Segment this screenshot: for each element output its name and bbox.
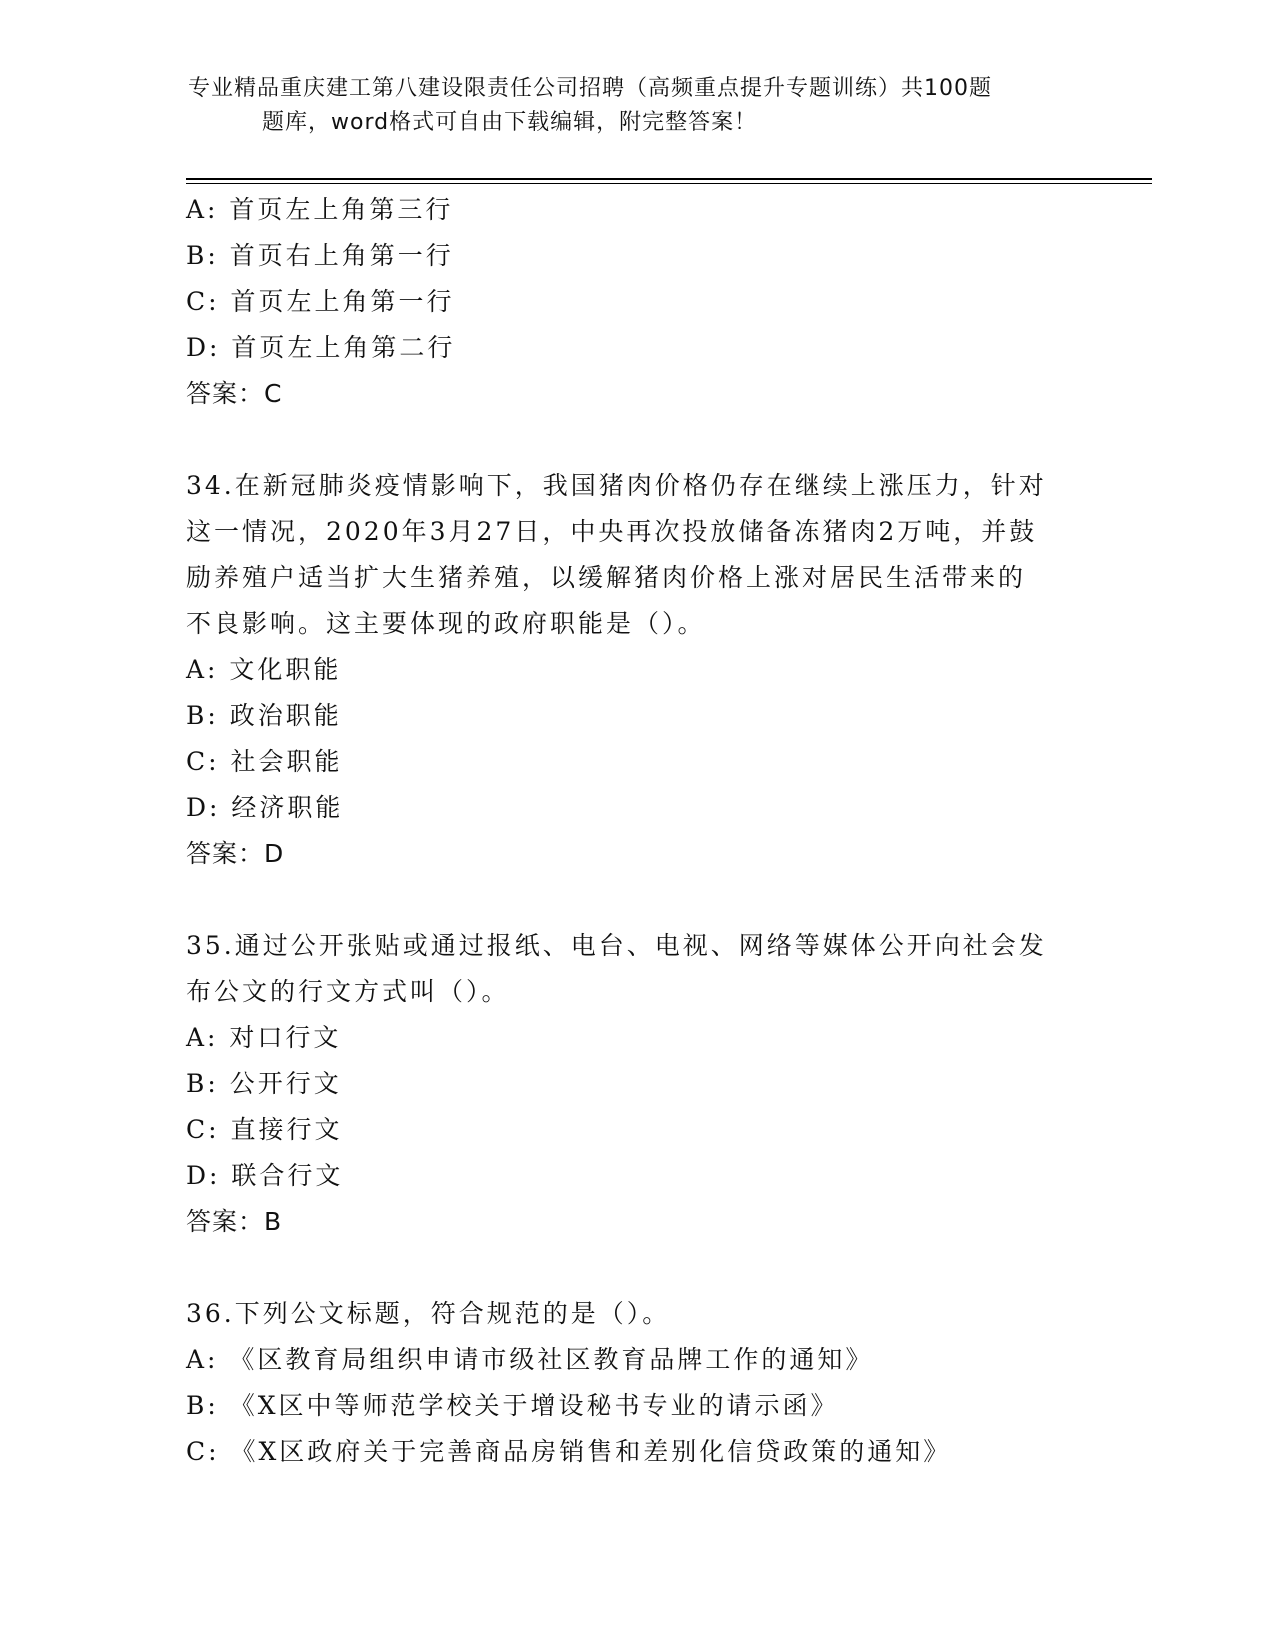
spacer [186,417,1086,463]
answer-label: 答案：B [186,1207,283,1236]
header-rule-thick [186,178,1152,180]
option-a: A: 《区教育局组织申请市级社区教育品牌工作的通知》 [186,1345,874,1374]
spacer [186,877,1086,923]
option-c: C: 《X区政府关于完善商品房销售和差别化信贷政策的通知》 [186,1437,952,1466]
question-block-34 [186,463,1086,877]
question-text-line: 不良影响。这主要体现的政府职能是（）。 [186,609,706,638]
option-a: A: 文化职能 [186,655,342,684]
option-c: C: 直接行文 [186,1115,343,1144]
question-block-36 [186,1291,1086,1475]
option-b: B: 政治职能 [186,701,342,730]
question-text-line: 34.在新冠肺炎疫情影响下，我国猪肉价格仍存在继续上涨压力，针对 [186,471,1047,500]
question-block-35 [186,923,1086,1245]
option-d: D: 首页左上角第二行 [186,333,456,362]
question-text-line: 35.通过公开张贴或通过报纸、电台、电视、网络等媒体公开向社会发 [186,931,1047,960]
question-block-prev [186,187,1086,417]
option-c: C: 社会职能 [186,747,343,776]
option-b: B: 首页右上角第一行 [186,241,454,270]
spacer [186,1245,1086,1291]
option-b: B: 公开行文 [186,1069,342,1098]
answer-label: 答案：C [186,379,283,408]
question-list [186,187,1086,1475]
document-header [188,72,1068,140]
question-text-line: 这一情况，2020年3月27日，中央再次投放储备冻猪肉2万吨，并鼓 [186,517,1038,546]
header-line-2: 题库，word格式可自由下载编辑，附完整答案！ [262,110,758,135]
option-d: D: 联合行文 [186,1161,344,1190]
question-text-line: 36.下列公文标题，符合规范的是（）。 [186,1299,671,1328]
question-text-line: 励养殖户适当扩大生猪养殖，以缓解猪肉价格上涨对居民生活带来的 [186,563,1027,592]
option-a: A: 对口行文 [186,1023,342,1052]
option-d: D: 经济职能 [186,793,344,822]
option-c: C: 首页左上角第一行 [186,287,455,316]
header-rule-thin [186,183,1152,184]
header-line-1: 专业精品重庆建工第八建设限责任公司招聘（高频重点提升专题训练）共100题 [188,76,992,101]
option-b: B: 《X区中等师范学校关于增设秘书专业的请示函》 [186,1391,839,1420]
option-a: A: 首页左上角第三行 [186,195,454,224]
question-text-line: 布公文的行文方式叫（）。 [186,977,510,1006]
answer-label: 答案：D [186,839,285,868]
